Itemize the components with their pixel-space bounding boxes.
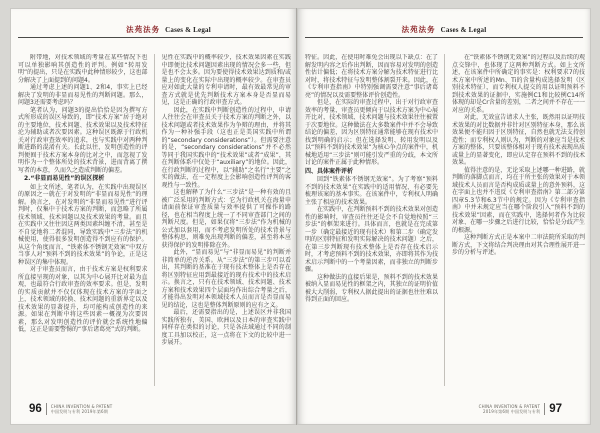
paragraph: 最后，还需要指出的是，上述误区并非我国实践所独有，美国、欧洲以及日本的审查实践中同样存在类似的讨论，只是各法域通过不同的制度工具加以校正，这一点将在下文的比较中进一步展开。 bbox=[161, 309, 291, 346]
footer-journal-info bbox=[51, 404, 113, 414]
journal-name-zh: 2019年第6期 中国发明与专利 bbox=[483, 409, 541, 414]
paragraph: 但是，在实际的审查过程中，出于对行政审查效率的考量，审查员更倾向于以技术方案为中心展开比对，技术领域、技术问题与技术效果往往被置于次要地位。这种做法在大多数案件中并不会导致结论的偏差，因为区别特征通常能够在现有技术中找到明确的启示；但在选择发明、转用发明以及以“预料不到的技术效果”为核心争点的案件中，机械地适用“三步法”则可能引发严重的分歧，本文所讨论的案件正属于此种情形。 bbox=[305, 99, 438, 166]
paragraph: 如上文所述，笔者认为，在实践中出现误区的原因之一就在于对发明的“非显而易见性”的理解。换言之，在对发明的“非显而易见性”进行评判时，仅集中于技术方案的判断，而忽略了所属技术领域、技术问题以及技术效果的考量。而且在实践中又往往因这两类因素纠缠不清，甚至是不自觉地将二者混同，导致实践中“三步法”的机械使用，使得很多发明创造得不到应有的保护。从这个角度而言，“铁素体不锈钢无效案”中双方当事人对“预料不到的技术效果”的争论，正是这种误区的集中体现。 bbox=[18, 183, 148, 266]
page-footer bbox=[479, 403, 562, 415]
text-column bbox=[18, 54, 154, 386]
section-heading: 2.“非显而易见性”的误区探析 bbox=[24, 175, 105, 182]
header-section-zh: 法苑法务 bbox=[401, 25, 436, 34]
text-column bbox=[305, 54, 444, 386]
journal-name-zh: 中国发明与专利 2019年第6期 bbox=[50, 409, 108, 414]
paragraph: 这种做法的直接后果是，预料不到的技术效果被纳入显而易见性的框架之内，其独立的证明价值被大大削弱，专利权人据此提出的证据也往往难以得到正面的回应。 bbox=[305, 273, 438, 303]
paragraph: 对此，无效宣告请求人主张，既然用以证明技术效果的对比数据并非针对区别特征本身，那么该效果便不能归因于区别特征，自然也就无法支持创造性；而专利权人则认为，判断的对象应当是技术方案的整体，只要该整体相对于现有技术表现出质或量上的显著变化，即应认定存在预料不到的技术效果。 bbox=[452, 114, 585, 166]
paragraph: 回到“铁素体不锈钢无效案”。为了考察“预料不到的技术效果”在实践中的适用情况，有必要先梳理该案的基本事实。在该案件中，专利权人明确主张了相应的技术效果。 bbox=[305, 176, 438, 206]
paragraph: 对于审查员而言，由于技术方案是权利要求所直接呈现的对象，以其为中心展开比对最为直观，也最符合行政审查的效率要求。但是，发明的实质贡献并不仅仅体现在技术方案的字面之上，技术领域的转换、技术问题的重新界定以及技术效果的显著提升，均可能构成创造性的来源。如果在判断中将这些因素一概视为次要因素，那么对发明创造性的评价就会系统性地偏低，这正是需要警惕的“事后诸葛亮”式的判断。 bbox=[18, 266, 148, 333]
text-columns bbox=[18, 54, 291, 386]
page-header bbox=[298, 22, 590, 35]
paragraph: 通过考虑上述的问题1、2和4，事实上已经解决了发明的非显而易见性的判断问题。那么，问题3还需要考虑吗？ bbox=[18, 84, 148, 106]
paragraph: 在实践中，在判断预料不到的技术效果对创造性的影响时，审查员往往还是会不自觉地按照“三步法”的框架来进行。具体而言，也就是在完成第一步（确定最接近的现有技术）和第二步（确定发明的区别特征和发明实际解决的技术问题）之后，在第三步判断现有技术整体上是否存在技术启示时，才考虑预料不到的技术效果，亦即将其作为技术启示判断中的一个考量因素，而非独立的判断步骤。 bbox=[305, 206, 438, 273]
section-heading: 四、具体案件评析 bbox=[305, 167, 354, 175]
footer-journal-info bbox=[479, 404, 541, 414]
paragraph: 在“铁素体不锈钢无效案”的过程以及后续的观点交锋中，也体现了这两种判断方式。如上文所述，在该案件中所确定的事实是：权利要求7的技术方案中所述的Mn、Ti的含量构成选择发明（区别技术特征），而专利权人提交的用以证明预料不到技术效果的证据中，实施例C1和比较例C14所体现的却是Cr含量的差别，二者之间并不存在一一对应的关系。 bbox=[452, 54, 585, 114]
paragraph: 特征。因此，在使用时难免会出现以下缺点：在了解发明内容之后作出判断，因而容易对发明的创造性估计偏低；在将技术方案分解为技术特征进行比对时，将技术特征与发明整体割裂开来。因此，在《专利审查指南》中特别强调需要注意“事后诸葛亮”的情况以及需要整体评价创造性。 bbox=[305, 54, 438, 99]
paragraph: 附带地，对技术领域的考量在某些情况下也可以单独影响其创造性的评判。例如“转用发明”的提出，只是在实践中此种情形较少，这也部分解决了上面提到的问题4。 bbox=[18, 54, 148, 84]
paragraph: 此外，“显而易见”与“非显而易见”的判断并非简单的逆否关系。从“三步法”的第三步可以看出，其判断的基准在于现有技术整体上是否存在将区别特征应用到最接近的现有技术中的技术启示。换言之，只有在技术领域、技术问题、技术方案和技术效果四个层面均作出综合考量之后，才能得出发明对本领域技术人员而言是否显而易见的结论，这也是整体判断原则的应有之义。 bbox=[161, 249, 291, 309]
page-footer bbox=[29, 403, 112, 415]
page-number: 97 bbox=[549, 403, 562, 415]
paragraph: 这种判断方式正是本案中二审法院所采取的判断方式，下文将结合判决理由对其合理性展开进一步的分析与评述。 bbox=[452, 234, 585, 256]
text-column bbox=[444, 54, 585, 386]
page-number: 96 bbox=[29, 403, 42, 415]
page-right bbox=[297, 8, 591, 425]
header-section-zh: 法苑法务 bbox=[126, 25, 161, 34]
paragraph: 值得注意的是，无论采取上述哪一种进路，就判断的落脚点而言，均在于所主张的效果对于本领域技术人员而言是否构成质或量上的意外预料，这在字面上也并不违反《专利审查指南》第二部分第四章5.3节和6.3节中的规定。因为《专利审查指南》中并未规定应当在哪个阶段引入“预料不到的技术效果”因素，而在实践中，选择何者作为比较对象、在哪一步骤之后进行比较，恰恰是分歧产生的根源。 bbox=[452, 166, 585, 234]
paragraph: 见性在实践中的概率较少，技术效果因素在实践中即便比技术问题因素出现的情况会多一些，但是也不会太多。因为要使得技术效果达到质和/或量上的变化在实际中出现的概率较少。在审查员应对如此大量的专利申请时，最有效最常见的审查方式就是优先判断技术方案本身是否显而易见，这是正确的行政审查方式。 bbox=[161, 54, 291, 106]
header-section-en: Cases & Legal bbox=[440, 26, 487, 34]
text-columns bbox=[305, 54, 585, 386]
journal-name-en: CHINA INVENTION & PATENT bbox=[50, 404, 113, 409]
page-left bbox=[10, 8, 297, 425]
spread-fold-line bbox=[296, 8, 297, 425]
header-rule bbox=[18, 37, 289, 38]
page-header bbox=[11, 22, 296, 35]
paragraph: 这也解释了为什么“三步法”是一种有效的且被广泛采用的判断方式：它为行政机关在海量申请面前保证审查质量与效率提供了可操作的路径，也在相当程度上统一了不同审查部门之间的判断尺度。但是，如果仅将“三步法”作为机械的公式加以套用，而不考虑发明所处的技术背景与整体构思，则难免出现判断的偏差，甚至将本应获得保护的发明排除在外。 bbox=[161, 189, 291, 249]
header-section-en: Cases & Legal bbox=[165, 26, 211, 34]
paragraph: 笔者认为，问题3的提出恰恰是因为撰写方式所形成的误区导致的，即“技术方案”居于绝对的主要地位，技术问题、技术效果以及技术特征沦为辅助或者次要因素。这种误区既源于行政机关对行政审查效率的追求，也与实践中对两种判断进路的混淆有关。长此以往，发明创造性的评判便囿于技术方案本身的比对之中，而忽视了发明作为一个整体所处的技术背景，进而背离了撰写者的本意，久而久之造成判断的偏差。 bbox=[18, 106, 148, 174]
header-rule bbox=[305, 37, 583, 38]
footer-divider bbox=[544, 403, 545, 415]
paragraph: 因此，在实践中判断创造性的过程中，申请人往往会在审查员关于技术方案的判断之外，以技术问题或者技术效果作为争辩的理由，并将其作为一种补强手段（这也正是美国实践中所谓的“secondary considerations”）。但需要注意的是，“secondary considerations”并不必然等同于我国实践中的“技术效果”或者“成果”，其在判断体系中仅处于“auxiliary”的地位。因此，在行政判断的过程中，以“辅助”之名行“主要”之实的做法，在一定程度上会影响创造性评判的客观性与一致性。 bbox=[161, 106, 291, 189]
footer-divider bbox=[46, 403, 47, 415]
journal-name-en: CHINA INVENTION & PATENT bbox=[478, 404, 541, 409]
text-column bbox=[154, 54, 292, 386]
